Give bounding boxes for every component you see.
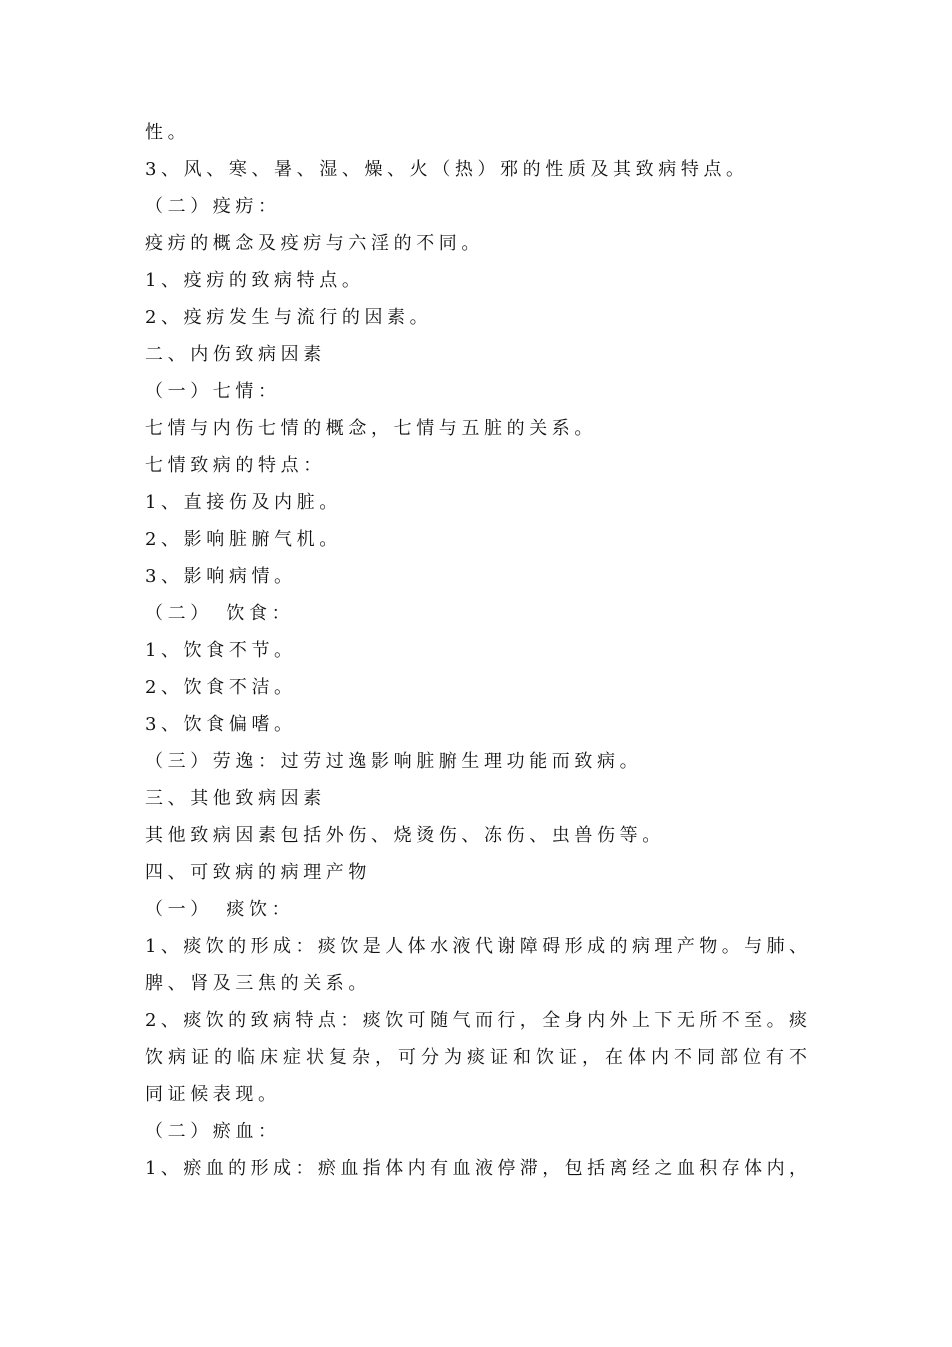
text-line: 七情致病的特点： [145,455,326,476]
text-line: 疫疠的概念及疫疠与六淫的不同。 [145,233,484,254]
section-heading: （一）七情： [145,381,281,402]
text-line: 1、直接伤及内脏。 [145,492,342,513]
section-heading: （二）瘀血： [145,1121,281,1142]
text-line: 1、饮食不节。 [145,640,297,661]
text-line: 饮病证的临床症状复杂，可分为痰证和饮证，在体内不同部位有不 [145,1047,810,1068]
section-heading: 四、可致病的病理产物 [145,862,371,883]
text-line: 1、瘀血的形成：瘀血指体内有血液停滞，包括离经之血积存体内， [145,1158,810,1179]
section-heading: （二）疫疠： [145,196,281,217]
section-heading: （二） 饮食： [145,603,295,624]
text-line: 3、影响病情。 [145,566,297,587]
text-line: 2、痰饮的致病特点：痰饮可随气而行，全身内外上下无所不至。痰 [145,1010,810,1031]
document-body [145,114,810,1187]
section-heading: （三）劳逸：过劳过逸影响脏腑生理功能而致病。 [145,751,643,772]
text-line: 七情与内伤七情的概念，七情与五脏的关系。 [145,418,597,439]
text-line: 2、疫疠发生与流行的因素。 [145,307,433,328]
text-line: 脾、肾及三焦的关系。 [145,973,371,994]
text-line: 其他致病因素包括外伤、烧烫伤、冻伤、虫兽伤等。 [145,825,665,846]
text-line: 同证候表现。 [145,1084,281,1105]
text-line: 性。 [145,122,191,143]
text-line: 2、饮食不洁。 [145,677,297,698]
text-line: 3、饮食偏嗜。 [145,714,297,735]
text-line: 3、风、寒、暑、湿、燥、火（热）邪的性质及其致病特点。 [145,159,749,180]
section-heading: 二、内伤致病因素 [145,344,326,365]
text-line: 2、影响脏腑气机。 [145,529,342,550]
section-heading: （一） 痰饮： [145,899,295,920]
section-heading: 三、其他致病因素 [145,788,326,809]
text-line: 1、疫疠的致病特点。 [145,270,365,291]
text-line: 1、痰饮的形成：痰饮是人体水液代谢障碍形成的病理产物。与肺、 [145,936,810,957]
